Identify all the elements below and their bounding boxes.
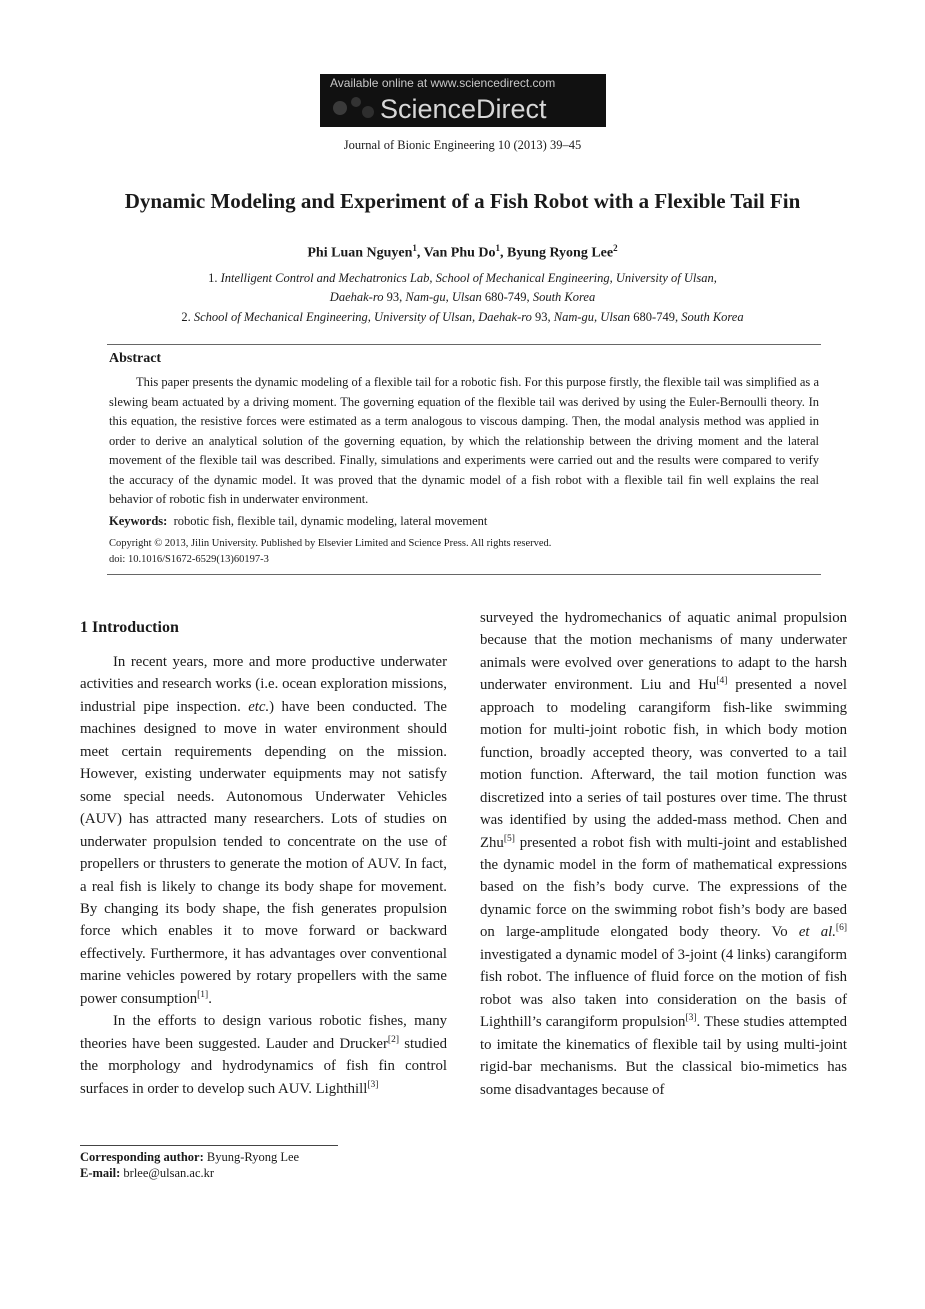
citation-ref: [1] [197, 989, 209, 1000]
author-affiliation-mark: 2 [613, 243, 618, 253]
author-name: Byung Ryong Lee [507, 245, 614, 261]
keywords-text: robotic fish, flexible tail, dynamic modeling, lateral movement [173, 514, 488, 528]
logo-dots-graphic [326, 92, 386, 124]
author-email: E-mail: brlee@ulsan.ac.kr [80, 1166, 215, 1180]
journal-citation: Journal of Bionic Engineering 10 (2013) 39–45 [343, 138, 582, 152]
abstract-heading: Abstract [109, 351, 162, 366]
keywords-label: Keywords: [109, 514, 168, 528]
affiliation-1-line-2: Daehak-ro 93, Nam-gu, Ulsan 680-749, South Korea [329, 290, 596, 304]
left-column [80, 651, 447, 1100]
doi-line: doi: 10.1016/S1672-6529(13)60197-3 [109, 554, 269, 565]
copyright-notice: Copyright © 2013, Jilin University. Published by Elsevier Limited and Science Press. All rights reserved. [109, 538, 552, 549]
citation-ref: [5] [503, 833, 515, 844]
right-column [480, 607, 847, 1101]
author-name: Van Phu Do [423, 245, 496, 261]
footnote-rule [80, 1145, 338, 1146]
author-affiliation-mark: 1 [495, 243, 501, 253]
intro-paragraph-2-continued: surveyed the hydromechanics of aquatic animal propulsion because that the motion mechanisms of many underwater animals were evolved over generations to adapt to the harsh underwater environment. Liu and Hu[4] presented a novel approach to modeling carangiform fish-like swimming motion for multi-joint robotic fish, in which body motion function, broadly accepted theory, was converted to a tail motion function. Afterward, the tail motion function was discretized into a series of tail postures over time. The thrust was identified by using the added-mass method. Chen and Zhu[5] presented a robot fish with multi-joint and established the dynamic model in the form of mathematical expressions based on the fish’s body curve. The expressions of the dynamic force on the swimming robot fish’s body are based on large-amplitude elongated body theory. Vo et al.[6] investigated a dynamic model of 3-joint (4 links) carangiform fish robot. The influence of fluid force on the motion of fish robot was also taken into consideration on the basis of Lighthill’s carangiform propulsion[3]. These studies attempted to imitate the kinematics of flexible tail by using multi-joint rigid-bar mechanisms. But the classical bio-mimetics has some disadvantages because of [480, 610, 847, 1098]
abstract-bottom-rule [107, 574, 821, 575]
intro-paragraph-1: In recent years, more and more productive underwater activities and research works (i.e. ocean exploration missions, industrial pipe inspection. etc.) have been conducted. The machines designed to move in water environment should meet certain requirements depending on the mission. However, existing underwater equipments may not satisfy some special needs. Autonomous Underwater Vehicles (AUV) has attracted many researchers. Lots of studies on underwater propulsion tended to concentrate on the use of propellers or thrusters to generate the motion of AUV. In fact, a real fish is likely to change its body shape for movement. By changing its body shape, the fish generates propulsion force which enables it to move forward or backward effectively. Furthermore, it has advantages over conventional marine vehicles powered by rotary propellers with the same power consumption[1]. [80, 654, 447, 1007]
citation-ref: [3] [367, 1079, 379, 1090]
logo-available-online: Available online at www.sciencedirect.com [330, 76, 556, 90]
author-list: Phi Luan Nguyen$^1$, Van Phu Do$^1$, Byung Ryong Lee$^2$ [307, 243, 618, 261]
intro-paragraph-2: In the efforts to design various robotic fishes, many theories have been suggested. Lauder and Drucker[2] studied the morphology and hydrodynamics of fish fin control surfaces in order to develop such AUV. Lighthill[3] [80, 1013, 447, 1097]
abstract-top-rule [107, 344, 821, 345]
corresponding-author: Corresponding author: Byung-Ryong Lee [80, 1150, 300, 1164]
citation-ref: [6] [835, 923, 847, 934]
section-heading-introduction: 1 Introduction [80, 619, 179, 636]
affiliation-1-line-1: 1. Intelligent Control and Mechatronics Lab, School of Mechanical Engineering, University of Ulsan, [208, 271, 717, 285]
author-name: Phi Luan Nguyen [307, 245, 413, 261]
citation-ref: [4] [716, 676, 728, 687]
author-affiliation-mark: 1 [412, 243, 417, 253]
citation-ref: [2] [387, 1034, 399, 1045]
sciencedirect-logo [320, 74, 606, 127]
paper-title: Dynamic Modeling and Experiment of a Fish Robot with a Flexible Tail Fin [124, 189, 801, 213]
logo-sciencedirect-wordmark: ScienceDirect [380, 94, 547, 124]
keywords-line [109, 514, 487, 529]
affiliation-2: 2. School of Mechanical Engineering, University of Ulsan, Daehak-ro 93, Nam-gu, Ulsan 680-749, South Korea [181, 310, 744, 324]
citation-ref: [3] [685, 1013, 697, 1024]
abstract-body: This paper presents the dynamic modeling of a flexible tail for a robotic fish. For this purpose firstly, the flexible tail was simplified as a slewing beam actuated by a driving moment. The governing equation of the flexible tail was derived by using the Euler-Bernoulli theory. In this equation, the resistive forces were estimated as a term analogous to viscous damping. Then, the modal analysis method was applied in order to derive an analytical solution of the governing equation, by which the relationship between the driving moment and the lateral movement of the flexible tail was described. Finally, simulations and experiments were carried out and the results were compared to verify the accuracy of the dynamic model. It was proved that the dynamic model of a fish robot with a flexible tail fin well explains the real behavior of robotic fish in underwater environment. [109, 375, 819, 506]
